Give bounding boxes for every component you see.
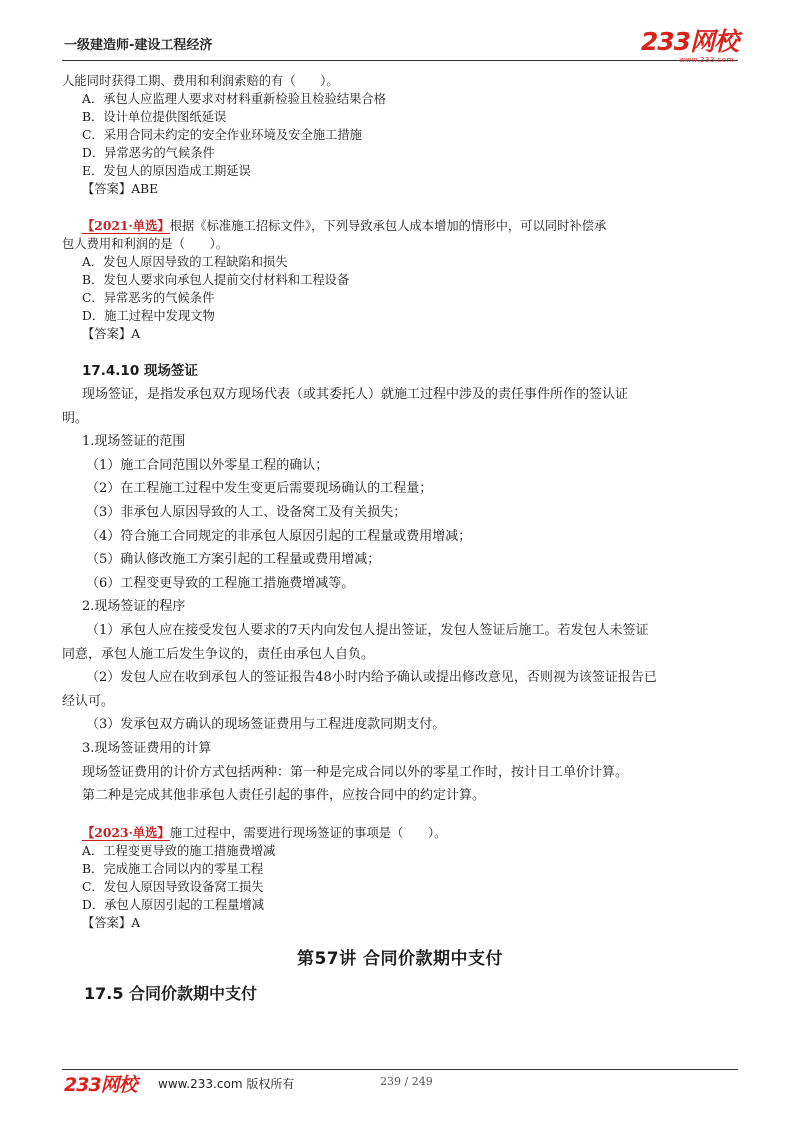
question-3 bbox=[62, 824, 738, 932]
stem-text: 施工过程中，需要进行现场签证的事项是（ ）。 bbox=[169, 825, 447, 840]
option-d: D．异常恶劣的气候条件 bbox=[82, 146, 215, 160]
scope-item: （4）符合施工合同规定的非承包人原因引起的工程量或费用增减； bbox=[86, 528, 472, 544]
brand-logo[interactable] bbox=[641, 22, 738, 58]
question-1 bbox=[62, 72, 738, 198]
page-content bbox=[62, 72, 738, 1004]
scope-item: （3）非承包人原因导致的人工、设备窝工及有关损失； bbox=[86, 504, 407, 520]
option-b: B．完成施工合同以内的零星工程 bbox=[82, 861, 264, 876]
options-grid bbox=[62, 842, 738, 914]
option-b: B．发包人要求向承包人提前交付材料和工程设备 bbox=[82, 273, 350, 287]
page-header bbox=[62, 27, 738, 64]
option-c: C．采用合同未约定的安全作业环境及安全施工措施 bbox=[82, 128, 362, 142]
question-2 bbox=[62, 217, 738, 343]
question-stem bbox=[62, 824, 738, 842]
option-a: A．工程变更导致的施工措施费增减 bbox=[82, 843, 276, 858]
page-number: 239 / 249 bbox=[380, 1075, 433, 1088]
option-d: D．施工过程中发现文物 bbox=[82, 309, 215, 323]
calc-title: 3.现场签证费用的计算 bbox=[82, 740, 212, 756]
intro-line-cont: 明。 bbox=[62, 410, 89, 426]
answer: 【答案】ABE bbox=[82, 182, 159, 196]
answer: 【答案】A bbox=[82, 915, 141, 930]
intro-line: 现场签证，是指发承包双方现场代表（或其委托人）就施工过程中涉及的责任事件所作的签认证 bbox=[82, 387, 629, 402]
section-title: 17.4.10 现场签证 bbox=[82, 363, 198, 379]
logo-text: 233网校 bbox=[640, 27, 738, 56]
calc-line: 第二种是完成其他非承包人责任引起的事件，应按合同中的约定计算。 bbox=[82, 788, 486, 804]
page-footer bbox=[62, 1069, 738, 1096]
question-tag: 【2023·单选】 bbox=[82, 824, 170, 840]
lecture-heading: 第57讲 合同价款期中支付 bbox=[296, 948, 504, 969]
scope-item: （5）确认修改施工方案引起的工程量或费用增减； bbox=[86, 552, 381, 568]
calc-line: 现场签证费用的计价方式包括两种：第一种是完成合同以外的零星工作时，按计日工单价计算。 bbox=[82, 764, 629, 780]
section-body bbox=[62, 383, 738, 808]
option-c: C．发包人原因导致设备窝工损失 bbox=[82, 879, 264, 894]
scope-title: 1.现场签证的范围 bbox=[82, 434, 186, 450]
option-a: A．发包人原因导致的工程缺陷和损失 bbox=[82, 255, 288, 269]
footer-copyright: www.233.com 版权所有 bbox=[158, 1077, 295, 1091]
answer: 【答案】A bbox=[82, 327, 141, 341]
scope-item: （6）工程变更导致的工程施工措施费增减等。 bbox=[86, 575, 355, 591]
procedure-item-cont: 同意，承包人施工后发生争议的，责任由承包人自负。 bbox=[62, 646, 375, 662]
procedure-item: （3）发承包双方确认的现场签证费用与工程进度款同期支付。 bbox=[86, 717, 446, 733]
stem-text: 根据《标准施工招标文件》，下列导致承包人成本增加的情形中，可以同时补偿承 bbox=[169, 219, 607, 233]
scope-item: （1）施工合同范围以外零星工程的确认； bbox=[86, 457, 329, 473]
logo-url: www.233.com bbox=[679, 56, 734, 64]
option-a: A．承包人应监理人要求对材料重新检验且检验结果合格 bbox=[82, 92, 387, 106]
question-stem: 人能同时获得工期、费用和利润索赔的有（ ）。 bbox=[62, 74, 339, 88]
question-tag: 【2021·单选】 bbox=[82, 218, 170, 233]
option-e: E．发包人的原因造成工期延误 bbox=[82, 164, 251, 178]
scope-item: （2）在工程施工过程中发生变更后需要现场确认的工程量； bbox=[86, 481, 433, 497]
procedure-item: （2）发包人应在收到承包人的签证报告48小时内给予确认或提出修改意见，否则视为该签证报告已 bbox=[86, 670, 657, 686]
option-b: B．设计单位提供图纸延误 bbox=[82, 110, 227, 124]
option-d: D．承包人原因引起的工程量增减 bbox=[82, 897, 265, 912]
footer-logo[interactable]: 233网校 bbox=[64, 1074, 137, 1096]
stem-text-cont: 包人费用和利润的是（ ）。 bbox=[62, 237, 229, 251]
procedure-item-cont: 经认可。 bbox=[62, 693, 115, 709]
question-stem bbox=[62, 217, 738, 235]
procedure-title: 2.现场签证的程序 bbox=[82, 599, 186, 615]
header-title: 一级建造师-建设工程经济 bbox=[64, 38, 213, 53]
subsection-heading: 17.5 合同价款期中支付 bbox=[84, 983, 258, 1003]
option-c: C．异常恶劣的气候条件 bbox=[82, 291, 215, 305]
procedure-item: （1）承包人应在接受发包人要求的7天内向发包人提出签证，发包人签证后施工。若发包人未签证 bbox=[86, 622, 649, 638]
